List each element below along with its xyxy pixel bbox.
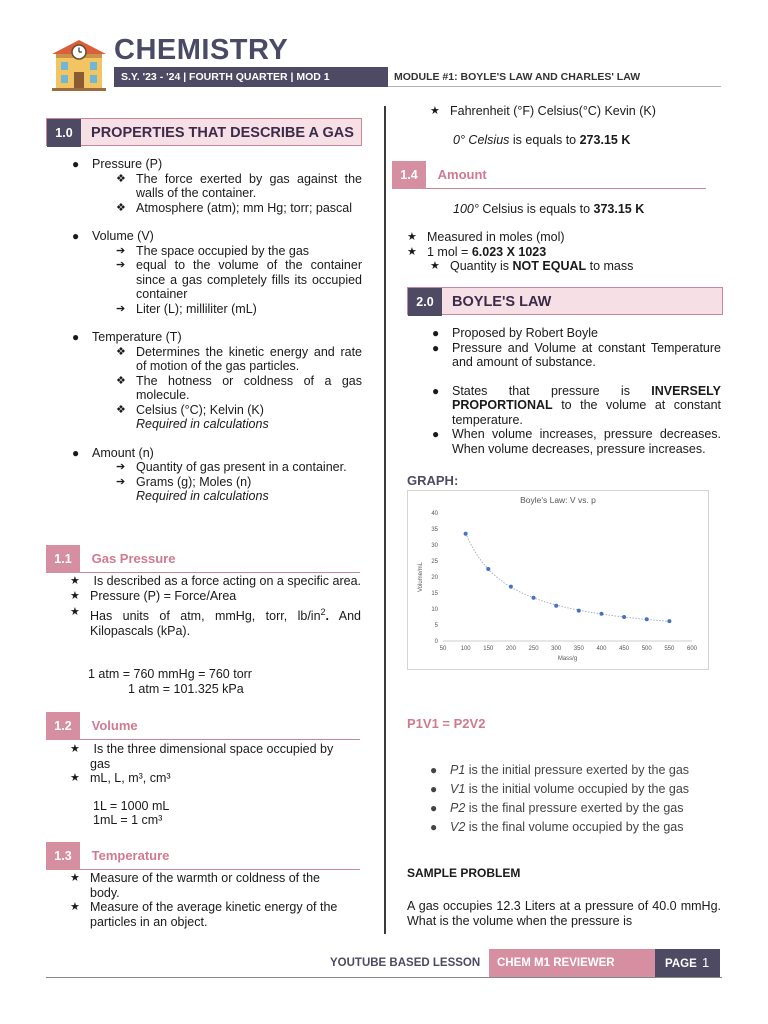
- list-item: ★ Quantity is NOT EQUAL to mass: [430, 259, 717, 274]
- y-tick-label: 0: [434, 639, 438, 645]
- list-item: ★ 1 mol = 6.023 X 1023: [407, 245, 717, 260]
- definition-item: ● P1 is the initial pressure exerted by the gas: [430, 761, 730, 780]
- section-title: Volume: [91, 718, 138, 733]
- temperature-scales: ★ Fahrenheit (°F) Celsius(°C) Kevin (K): [430, 104, 656, 119]
- section-1-2-header: [46, 712, 360, 740]
- school-year-bar: S.Y. '23 - '24 | FOURTH QUARTER | MOD 1: [114, 67, 388, 87]
- section-title: PROPERTIES THAT DESCRIBE A GAS: [91, 125, 354, 141]
- x-axis-label: Mass/g: [557, 656, 578, 662]
- list-item: ★ Pressure (P) = Force/Area: [70, 589, 361, 604]
- volume-list: [70, 742, 350, 786]
- list-item-temperature: ● Temperature (T): [72, 330, 362, 345]
- y-tick-label: 20: [431, 575, 438, 581]
- y-tick-label: 10: [431, 607, 438, 613]
- youtube-lesson-label: YOUTUBE BASED LESSON: [330, 957, 481, 969]
- school-building-icon: [48, 38, 110, 92]
- list-item: ★ Measure of the average kinetic energy of the particles in an object.: [70, 900, 350, 929]
- boyles-formula: P1V1 = P2V2: [407, 716, 486, 731]
- x-tick-label: 300: [551, 646, 562, 652]
- module-title: MODULE #1: BOYLE'S LAW AND CHARLES' LAW: [394, 71, 641, 83]
- celsius-hundred-line: 100° Celsius is equals to 373.15 K: [453, 202, 645, 216]
- amount-list: [407, 230, 717, 274]
- page-number: 1: [701, 955, 710, 970]
- header-rule: [388, 86, 721, 87]
- chart-svg: [408, 491, 708, 669]
- reviewer-badge: CHEM M1 REVIEWER: [489, 949, 655, 977]
- list-item-volume: ● Volume (V): [72, 229, 362, 244]
- data-point: [645, 617, 649, 621]
- data-point: [577, 609, 581, 613]
- section-2-0-header: [407, 287, 723, 315]
- section-title: Gas Pressure: [91, 551, 176, 566]
- x-tick-label: 150: [483, 646, 494, 652]
- x-tick-label: 600: [686, 646, 698, 652]
- list-item: ❖ Determines the kinetic energy and rate of motion of the gas particles.: [116, 345, 362, 374]
- list-item: ★ Has units of atm, mmHg, torr, $lb/in^2$. And Kilopascals (kPa).: [70, 605, 361, 638]
- data-point: [622, 615, 626, 619]
- y-tick-label: 15: [431, 591, 438, 597]
- list-item: ❖ Atmosphere (atm); mm Hg; torr; pascal: [116, 201, 362, 216]
- y-axis-label: Volume/mL: [418, 561, 424, 593]
- section-number: 2.0: [408, 288, 442, 316]
- chart-title: Boyle's Law: V vs. p: [520, 495, 596, 505]
- section-1-3-header: [46, 842, 360, 870]
- list-item: ➔ equal to the volume of the container since a gas completely fills its occupied container: [116, 258, 362, 302]
- equation: 1mL = 1 cm³: [93, 813, 163, 827]
- data-point: [599, 612, 603, 616]
- x-tick-label: 550: [664, 646, 675, 652]
- section-number: 1.2: [46, 712, 80, 740]
- section-title: Temperature: [91, 848, 170, 863]
- list-item: ★ Measure of the warmth or coldness of the body.: [70, 871, 350, 900]
- y-tick-label: 40: [431, 511, 438, 517]
- y-tick-label: 35: [431, 527, 438, 533]
- x-tick-label: 450: [619, 646, 630, 652]
- list-item: ● Proposed by Robert Boyle: [432, 326, 721, 341]
- list-item: ❖ The force exerted by gas against the walls of the container.: [116, 172, 362, 201]
- properties-list: [72, 157, 362, 504]
- equation: 1 atm = 760 mmHg = 760 torr: [88, 667, 252, 681]
- data-point: [486, 567, 490, 571]
- list-item: ➔ Grams (g); Moles (n): [116, 475, 362, 490]
- list-item: ★ Is described as a force acting on a specific area.: [70, 574, 361, 589]
- note: Required in calculations: [136, 489, 269, 503]
- x-tick-label: 50: [439, 646, 447, 652]
- graph-label: GRAPH:: [407, 473, 459, 488]
- boyles-law-list: [432, 326, 721, 456]
- list-item: ★ Is the three dimensional space occupied by gas: [70, 742, 350, 771]
- data-point: [464, 532, 468, 536]
- y-tick-label: 30: [431, 543, 438, 549]
- section-title: BOYLE'S LAW: [452, 294, 552, 310]
- list-item: ● States that pressure is INVERSELY PROPORTIONAL to the volume at constant temperature.: [432, 384, 721, 428]
- list-item: ➔ Quantity of gas present in a container.: [116, 460, 362, 475]
- definition-item: ● V2 is the final volume occupied by the gas: [430, 818, 730, 837]
- equation: 1 atm = 101.325 kPa: [128, 682, 244, 696]
- sample-problem-heading: SAMPLE PROBLEM: [407, 866, 521, 880]
- list-item: ❖ The hotness or coldness of a gas molecule.: [116, 374, 362, 403]
- list-item: ➔ Liter (L); milliliter (mL): [116, 302, 362, 317]
- list-item: ❖ Celsius (°C); Kelvin (K): [116, 403, 362, 418]
- gas-pressure-list: [70, 574, 361, 638]
- x-tick-label: 350: [573, 646, 584, 652]
- section-number: 1.3: [46, 842, 80, 870]
- y-tick-label: 5: [434, 623, 438, 629]
- x-tick-label: 400: [596, 646, 607, 652]
- list-item: ★ Measured in moles (mol): [407, 230, 717, 245]
- page-number-box: [655, 949, 720, 977]
- note: Required in calculations: [136, 417, 269, 431]
- section-number: 1.0: [47, 119, 81, 147]
- y-tick-label: 25: [431, 559, 438, 565]
- list-item: ● When volume increases, pressure decreases. When volume decreases, pressure increases.: [432, 427, 721, 456]
- x-tick-label: 500: [641, 646, 652, 652]
- list-item-pressure: ● Pressure (P): [72, 157, 362, 172]
- section-number: 1.1: [46, 545, 80, 573]
- x-tick-label: 100: [460, 646, 471, 652]
- celsius-zero-line: 0° Celsius is equals to 273.15 K: [453, 133, 631, 147]
- list-item: ★ mL, L, m³, cm³: [70, 771, 350, 786]
- boyles-law-chart: [407, 490, 709, 670]
- column-divider: [384, 106, 386, 934]
- x-tick-label: 200: [505, 646, 516, 652]
- definition-item: ● V1 is the initial volume occupied by the gas: [430, 780, 730, 799]
- list-item: ● Pressure and Volume at constant Temperature and amount of substance.: [432, 341, 721, 370]
- data-point: [509, 585, 513, 589]
- x-tick-label: 250: [528, 646, 539, 652]
- data-point: [532, 596, 536, 600]
- temperature-list: [70, 871, 350, 929]
- trend-line: [466, 533, 670, 621]
- variable-definitions: [430, 761, 730, 837]
- list-item-amount: ● Amount (n): [72, 446, 362, 461]
- section-1-0-header: [46, 118, 362, 146]
- equation: 1L = 1000 mL: [93, 799, 170, 813]
- section-1-1-header: [46, 545, 360, 573]
- page-label: PAGE: [665, 958, 697, 970]
- data-point: [554, 604, 558, 608]
- footer-rule: [46, 977, 722, 978]
- section-title: Amount: [437, 167, 487, 182]
- page-title: CHEMISTRY: [114, 34, 289, 66]
- data-point: [667, 619, 671, 623]
- section-number: 1.4: [392, 161, 426, 189]
- definition-item: ● P2 is the final pressure exerted by the gas: [430, 799, 730, 818]
- sample-problem-text: A gas occupies 12.3 Liters at a pressure of 40.0 mmHg. What is the volume when the pressure is: [407, 899, 721, 928]
- list-item: ➔ The space occupied by the gas: [116, 244, 362, 259]
- section-1-4-header: [392, 161, 706, 189]
